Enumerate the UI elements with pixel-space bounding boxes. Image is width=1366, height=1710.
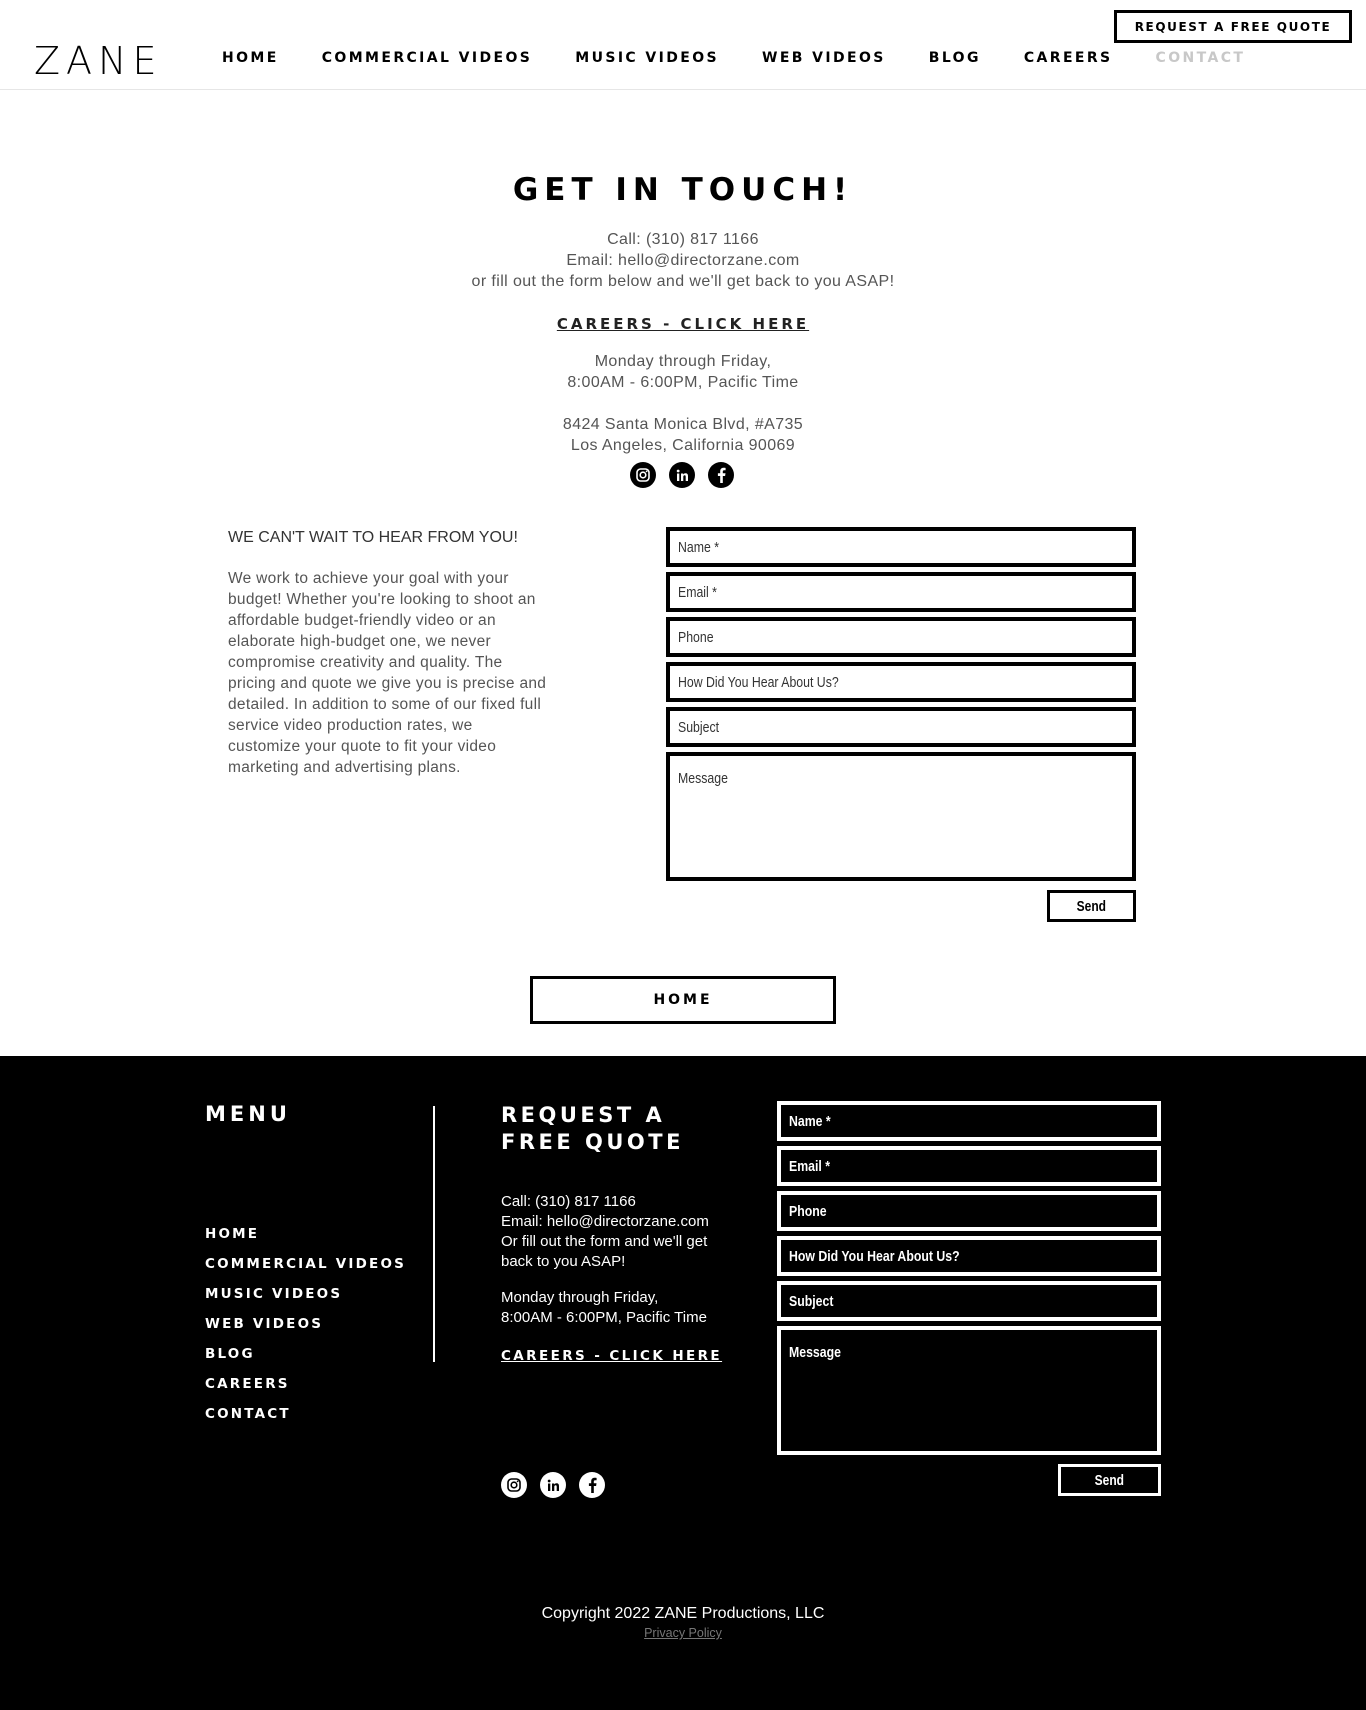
- footer-message-field[interactable]: Message: [777, 1326, 1161, 1455]
- footer-subject-field[interactable]: Subject: [777, 1281, 1161, 1321]
- footer-menu-title: MENU: [205, 1102, 291, 1126]
- message-field[interactable]: Message: [666, 752, 1136, 881]
- careers-link-wrap: [0, 314, 1366, 334]
- nav-music-videos[interactable]: MUSIC VIDEOS: [575, 50, 719, 66]
- footer-nav-contact[interactable]: CONTACT: [205, 1406, 291, 1422]
- social-bar: [630, 462, 747, 488]
- facebook-icon[interactable]: [708, 462, 734, 488]
- nav-home[interactable]: HOME: [222, 50, 279, 66]
- footer-name-field[interactable]: Name *: [777, 1101, 1161, 1141]
- nav-web-videos[interactable]: WEB VIDEOS: [762, 50, 886, 66]
- instagram-icon[interactable]: [501, 1472, 527, 1498]
- footer-nav-home[interactable]: HOME: [205, 1226, 260, 1242]
- nav-commercial-videos[interactable]: COMMERCIAL VIDEOS: [321, 50, 533, 66]
- footer-careers-link[interactable]: CAREERS - CLICK HERE: [501, 1348, 723, 1364]
- footer-note: Or fill out the form and we'll get back to you ASAP!: [501, 1233, 708, 1270]
- subject-field[interactable]: Subject: [666, 707, 1136, 747]
- footer-nav-commercial-videos[interactable]: COMMERCIAL VIDEOS: [205, 1256, 407, 1272]
- contact-phone: Call: (310) 817 1166: [607, 231, 759, 248]
- phone-field[interactable]: Phone: [666, 617, 1136, 657]
- footer-nav-music-videos[interactable]: MUSIC VIDEOS: [205, 1286, 343, 1302]
- contact-email: Email: hello@directorzane.com: [566, 252, 800, 269]
- referral-field[interactable]: How Did You Hear About Us?: [666, 662, 1136, 702]
- footer-menu: [205, 1226, 406, 1436]
- footer-quote-title: REQUEST A FREE QUOTE: [501, 1103, 684, 1154]
- careers-link[interactable]: CAREERS - CLICK HERE: [556, 315, 810, 333]
- site-footer: [0, 1056, 1366, 1710]
- footer-hours-time: 8:00AM - 6:00PM, Pacific Time: [501, 1309, 707, 1326]
- footer-nav-careers[interactable]: CAREERS: [205, 1376, 290, 1392]
- footer-hours: [501, 1288, 741, 1328]
- footer-nav-web-videos[interactable]: WEB VIDEOS: [205, 1316, 324, 1332]
- nav-blog[interactable]: BLOG: [928, 50, 981, 66]
- hours-days: Monday through Friday,: [594, 353, 772, 370]
- privacy-policy-link[interactable]: Privacy Policy: [644, 1626, 722, 1640]
- nav-careers[interactable]: CAREERS: [1023, 50, 1113, 66]
- footer-social-bar: [501, 1472, 618, 1498]
- footer-phone-field[interactable]: Phone: [777, 1191, 1161, 1231]
- main-nav: [222, 50, 1288, 66]
- request-quote-button[interactable]: REQUEST A FREE QUOTE: [1114, 10, 1352, 43]
- footer-phone: Call: (310) 817 1166: [501, 1193, 636, 1210]
- logo[interactable]: ZANE: [34, 39, 163, 83]
- linkedin-icon[interactable]: [540, 1472, 566, 1498]
- email-field[interactable]: Email *: [666, 572, 1136, 612]
- footer-referral-field[interactable]: How Did You Hear About Us?: [777, 1236, 1161, 1276]
- footer-email: Email: hello@directorzane.com: [501, 1213, 709, 1230]
- linkedin-icon[interactable]: [669, 462, 695, 488]
- facebook-icon[interactable]: [579, 1472, 605, 1498]
- address-city: Los Angeles, California 90069: [570, 437, 796, 454]
- instagram-icon[interactable]: [630, 462, 656, 488]
- privacy-policy-link-wrap: [0, 1626, 1366, 1640]
- hours-time: 8:00AM - 6:00PM, Pacific Time: [567, 374, 799, 391]
- contact-note: or fill out the form below and we'll get back to you ASAP!: [471, 273, 895, 290]
- footer-divider: [433, 1106, 435, 1362]
- send-button[interactable]: Send: [1047, 890, 1136, 922]
- intro-body: We work to achieve your goal with your budget! Whether you're looking to shoot an affordable budget-friendly video or an elaborate high-budget one, we never compromise creativity and quality. The pricing and quote we give you is precise and detailed. In addition to some of our fixed full service video production rates, we customize your quote to fit your video marketing and advertising plans.: [228, 570, 547, 776]
- footer-hours-days: Monday through Friday,: [501, 1289, 659, 1306]
- page-title: GET IN TOUCH!: [512, 172, 854, 208]
- copyright: Copyright 2022 ZANE Productions, LLC: [541, 1605, 825, 1622]
- footer-nav-blog[interactable]: BLOG: [205, 1346, 255, 1362]
- footer-email-field[interactable]: Email *: [777, 1146, 1161, 1186]
- site-header: [0, 0, 1366, 90]
- home-button[interactable]: HOME: [530, 976, 836, 1024]
- footer-send-button[interactable]: Send: [1058, 1464, 1161, 1496]
- intro-heading: WE CAN'T WAIT TO HEAR FROM YOU!: [228, 529, 518, 546]
- address-street: 8424 Santa Monica Blvd, #A735: [562, 416, 804, 433]
- nav-contact[interactable]: CONTACT: [1155, 50, 1246, 66]
- name-field[interactable]: Name *: [666, 527, 1136, 567]
- footer-contact-info: [501, 1192, 731, 1272]
